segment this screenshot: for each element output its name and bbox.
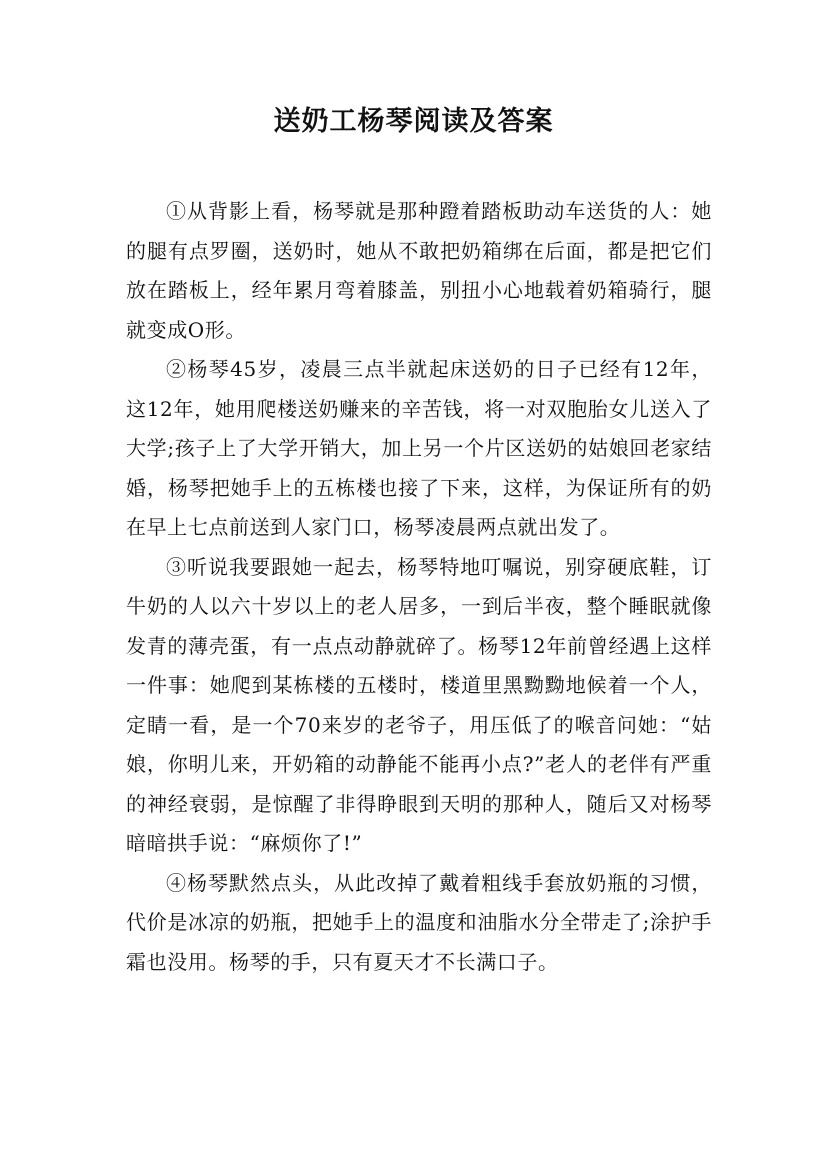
paragraph-3: ③听说我要跟她一起去，杨琴特地叮嘱说，别穿硬底鞋，订牛奶的人以六十岁以上的老人居多，一到后半夜，整个睡眠就像发青的薄壳蛋，有一点点动静就碎了。杨琴12年前曾经遇上这样一件事：她爬到某栋楼的五楼时，楼道里黑黝黝地候着一个人，定睛一看，是一个70来岁的老爷子，用压低了的喉音问她：“姑娘，你明儿来，开奶箱的动静能不能再小点?”老人的老伴有严重的神经衰弱，是惊醒了非得睁眼到天明的那种人，随后又对杨琴暗暗拱手说：“麻烦你了!”: [126, 554, 712, 855]
document-body: [126, 192, 712, 982]
paragraph-2: ②杨琴45岁，凌晨三点半就起床送奶的日子已经有12年，这12年，她用爬楼送奶赚来的辛苦钱，将一对双胞胎女儿送入了大学;孩子上了大学开销大，加上另一个片区送奶的姑娘回老家结婚，杨琴把她手上的五栋楼也接了下来，这样，为保证所有的奶在早上七点前送到人家门口，杨琴凌晨两点就出发了。: [126, 357, 712, 539]
paragraph-4: ④杨琴默然点头，从此改掉了戴着粗线手套放奶瓶的习惯，代价是冰凉的奶瓶，把她手上的温度和油脂水分全带走了;涂护手霜也没用。杨琴的手，只有夏天才不长满口子。: [126, 870, 712, 974]
document-title: 送奶工杨琴阅读及答案: [273, 106, 554, 137]
paragraph-1: ①从背影上看，杨琴就是那种蹬着踏板助动车送货的人：她的腿有点罗圈，送奶时，她从不敢把奶箱绑在后面，都是把它们放在踏板上，经年累月弯着膝盖，别扭小心地载着奶箱骑行，腿就变成O形。: [126, 199, 712, 342]
